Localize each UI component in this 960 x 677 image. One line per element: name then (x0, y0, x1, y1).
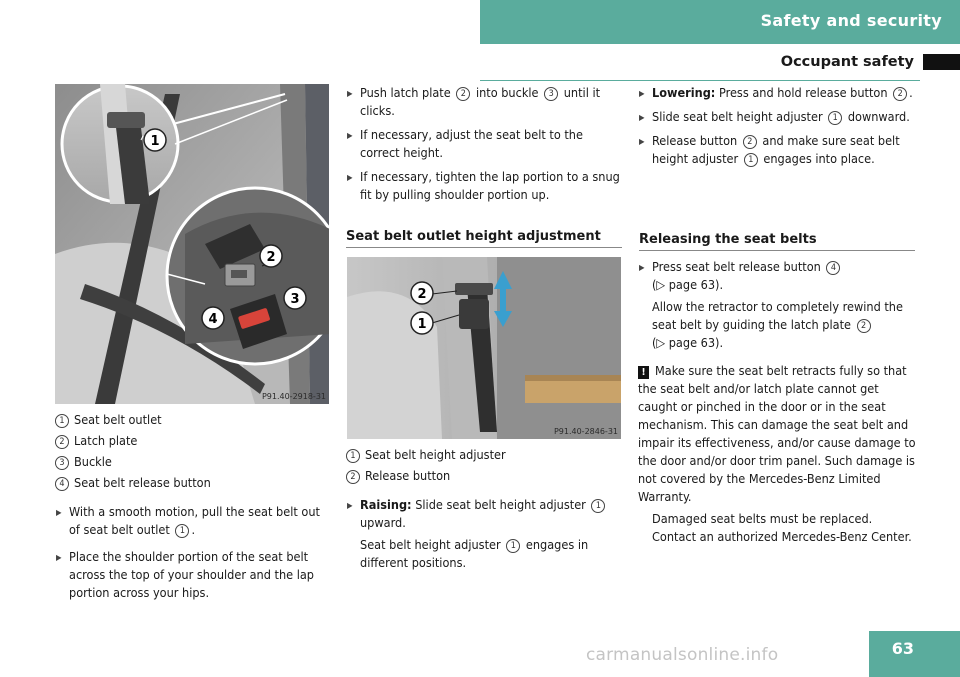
instruction-step: ▶ Push latch plate 2 into buckle 3 until it clicks. (346, 84, 621, 120)
legend-item: 1 Seat belt outlet (55, 409, 335, 430)
instruction-note: Allow the retractor to completely rewind the seat belt by guiding the latch plate 2 (▷ page 63). (652, 299, 903, 350)
figure-legend (55, 409, 335, 493)
column-1-steps (55, 503, 333, 602)
callout-2: 2 (417, 287, 427, 302)
legend-item: 2 Latch plate (55, 430, 335, 451)
legend-item: 4 Seat belt release button (55, 472, 335, 493)
header-rule (480, 80, 920, 81)
callout-1: 1 (417, 317, 427, 332)
figure-code: P91.40-2846-31 (553, 427, 618, 436)
section-heading: Releasing the seat belts (639, 232, 915, 251)
instruction-step: ▶ Press seat belt release button 4 (▷ page 63). (638, 258, 918, 294)
instruction-step: ▶ Release button 2 and make sure seat belt height adjuster 1 engages into place. (638, 132, 918, 168)
warning-note: ! Make sure the seat belt retracts fully so that the seat belt and/or latch plate cannot get caught or pinched in the door or in the seat mechanism. This can damage the seat belt and impair its effectiveness, and/or cause damage to the door and/or door trim panel. Such damage is not covered by the Mercedes-Benz Limited Warranty. (638, 363, 916, 504)
instruction-step: ▶ Slide seat belt height adjuster 1 downward. (638, 108, 918, 126)
instruction-step: ▶ Raising: Slide seat belt height adjuster 1 upward. (346, 496, 622, 532)
callout-3: 3 (290, 292, 300, 307)
callout-1: 1 (150, 134, 160, 149)
instruction-note: Seat belt height adjuster 1 engages in different positions. (360, 537, 589, 570)
watermark: carmanualsonline.info (586, 645, 779, 665)
height-adjuster-illustration (347, 257, 621, 439)
instruction-step: ▶ Lowering: Press and hold release button 2 . (638, 84, 918, 102)
legend-item: 3 Buckle (55, 451, 335, 472)
legend-item: 2 Release button (346, 465, 622, 486)
instruction-step: ▶ With a smooth motion, pull the seat belt out of seat belt outlet 1 . (55, 503, 333, 539)
section-title: Safety and security (760, 11, 942, 30)
instruction-step: ▶ Place the shoulder portion of the seat belt across the top of your shoulder and the lap portion across your hips. (55, 548, 333, 602)
seat-belt-figure (55, 84, 329, 404)
figure-code: P91.40-2918-31 (261, 392, 326, 401)
height-adjuster-figure (347, 257, 621, 439)
callout-4: 4 (208, 312, 218, 327)
column-2-steps (346, 84, 621, 204)
raising-steps (346, 496, 622, 572)
legend-item: 1 Seat belt height adjuster (346, 444, 622, 465)
warning-icon: ! (638, 366, 649, 379)
page-number: 63 (891, 639, 914, 658)
section-heading: Seat belt outlet height adjustment (346, 229, 622, 248)
seat-belt-illustration (55, 84, 329, 404)
warning-followup: Damaged seat belts must be replaced. Contact an authorized Mercedes-Benz Center. (652, 511, 912, 544)
column-3-steps (638, 84, 918, 168)
page-number-box (869, 631, 960, 677)
instruction-step: ▶ If necessary, tighten the lap portion to a snug fit by pulling shoulder portion up. (346, 168, 621, 204)
subsection-title: Occupant safety (780, 54, 914, 70)
callout-2: 2 (266, 250, 276, 265)
instruction-step: ▶ If necessary, adjust the seat belt to the correct height. (346, 126, 621, 162)
section-marker (923, 54, 960, 70)
figure-legend (346, 444, 622, 486)
releasing-steps (638, 258, 918, 546)
